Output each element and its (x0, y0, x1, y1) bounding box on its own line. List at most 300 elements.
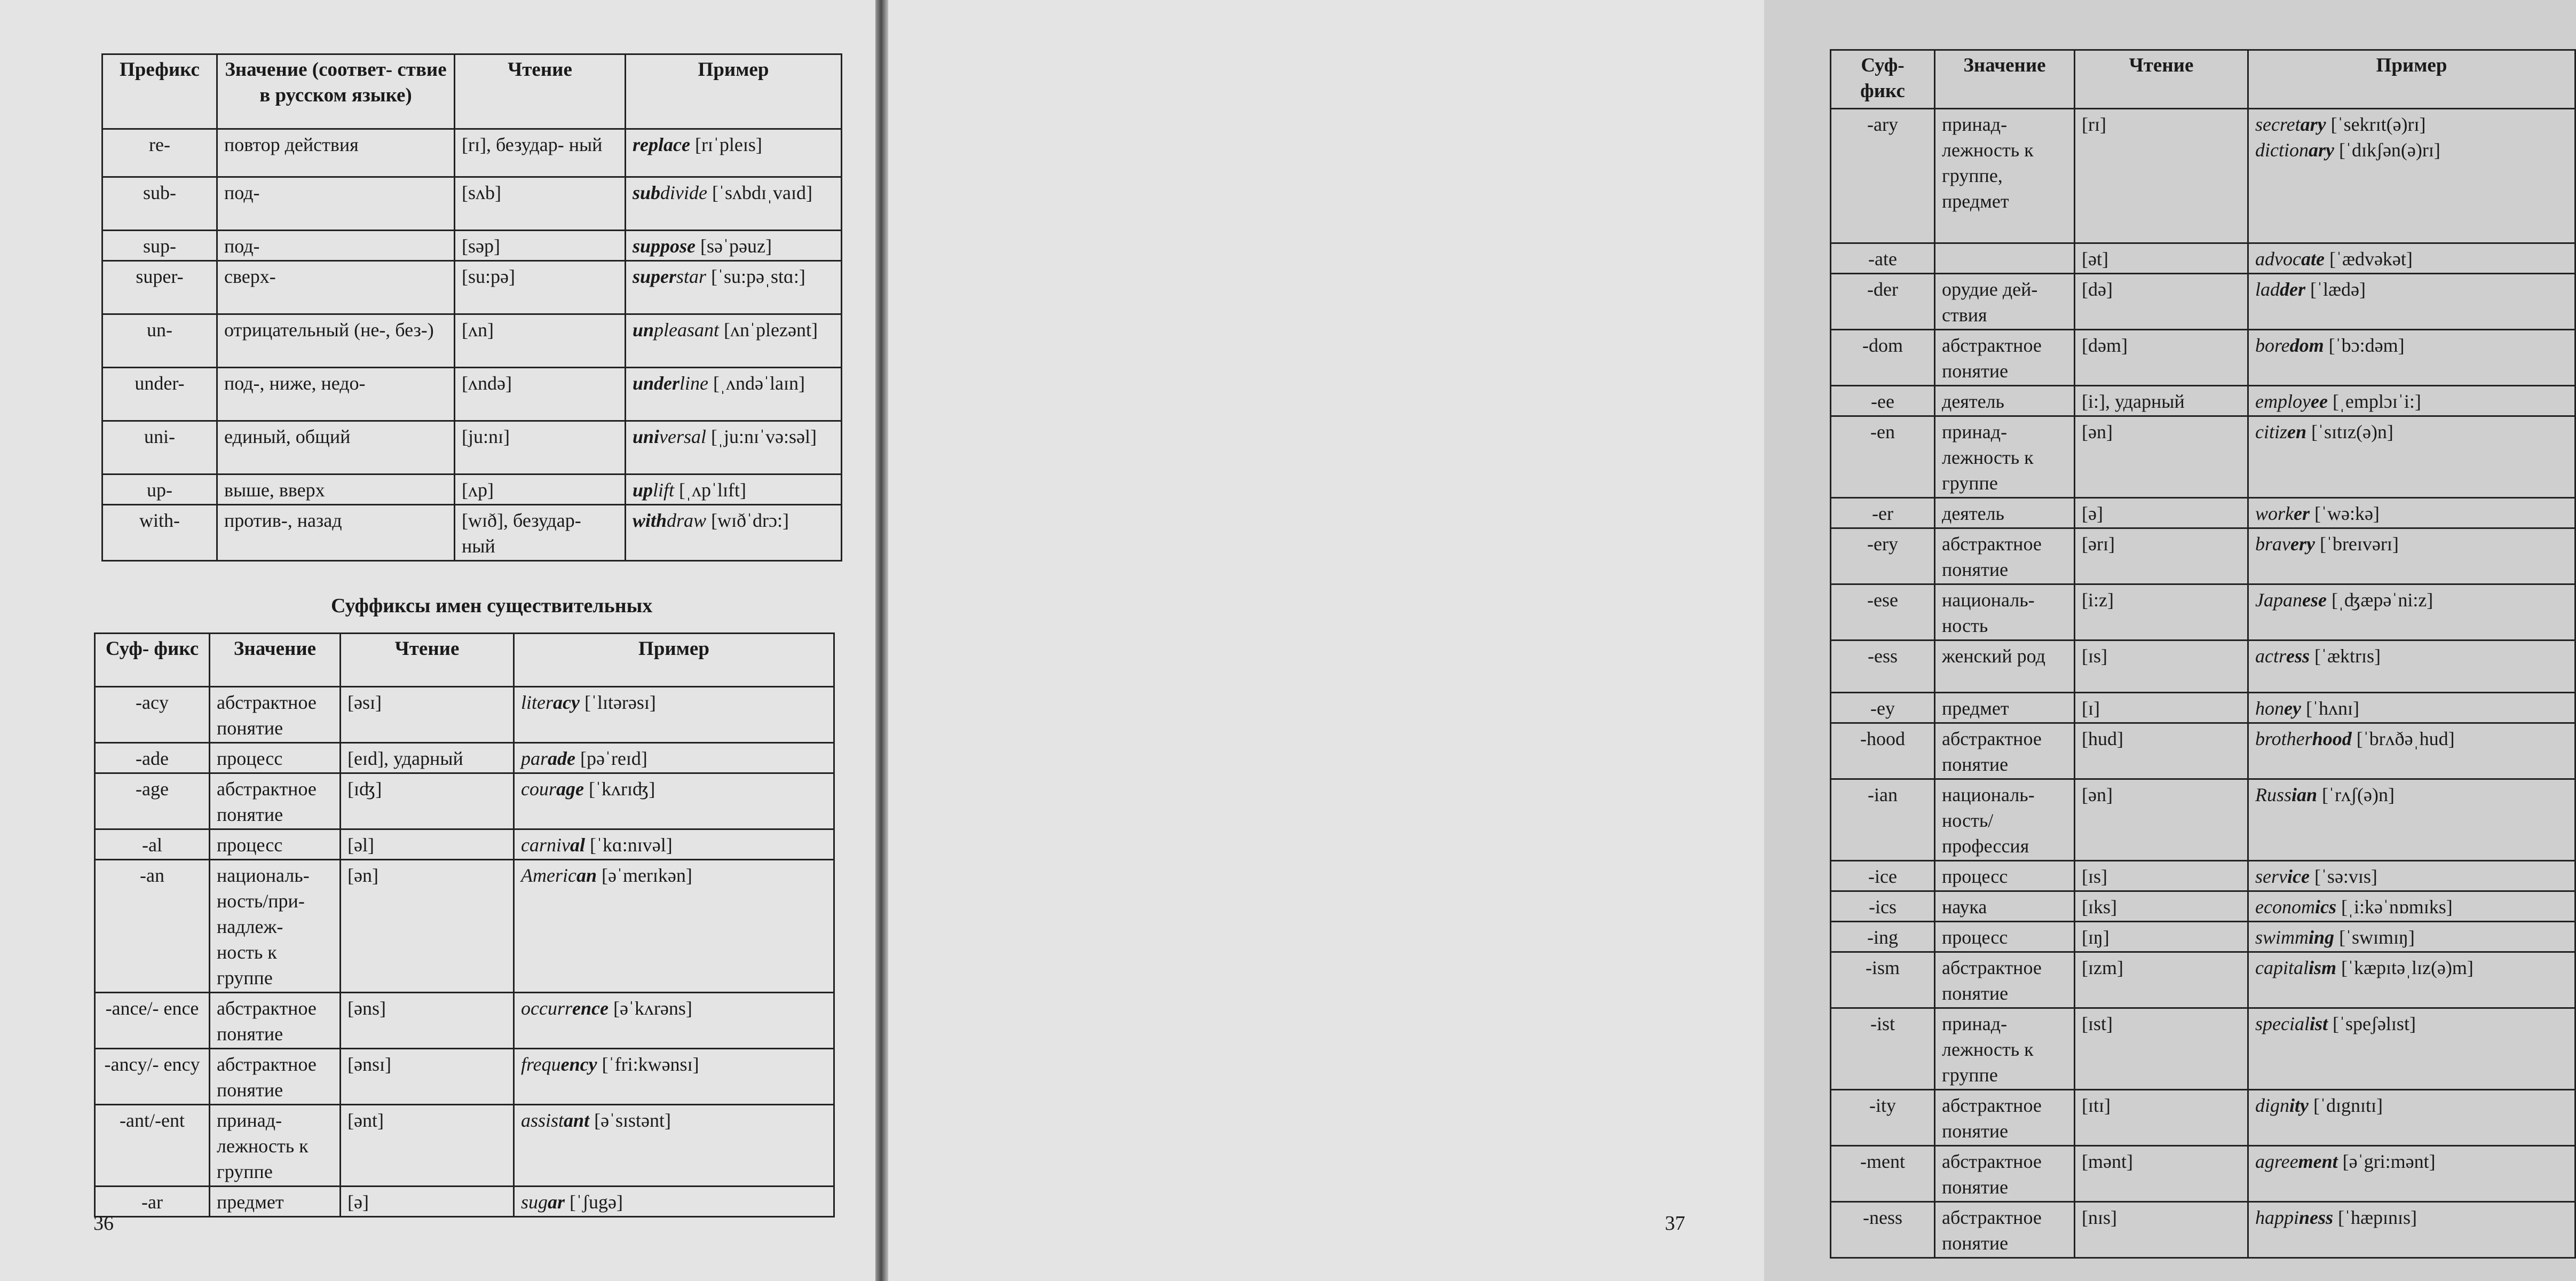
meaning-cell: предмет (1935, 693, 2075, 723)
table-row (1831, 1008, 2575, 1090)
example-affix: uni (633, 426, 660, 447)
meaning-cell: абстрактное понятие (210, 993, 341, 1049)
example-cell (514, 860, 834, 993)
table-row (95, 993, 834, 1049)
example-cell (2248, 640, 2575, 693)
reading-cell: [ənsɪ] (341, 1049, 514, 1105)
affix-cell: un- (102, 314, 217, 368)
example-cell (2248, 330, 2575, 386)
example-suffix: ian (2291, 784, 2318, 805)
example-cell (514, 1187, 834, 1217)
table-row (95, 1049, 834, 1105)
example-affix: super (633, 266, 677, 287)
example-cell (514, 743, 834, 773)
example-cell (626, 505, 842, 561)
example-affix: replace (633, 134, 690, 155)
example-transcription: [ˈwə:kə] (2310, 503, 2380, 524)
example-stem: citiz (2255, 421, 2287, 442)
reading-cell: [ərɪ] (2075, 528, 2248, 584)
example-stem: Americ (521, 865, 576, 886)
table-row (95, 829, 834, 860)
reading-cell: [ənt] (341, 1105, 514, 1187)
table-row (102, 505, 842, 561)
example-transcription: [ˌju:nɪˈvə:səl] (706, 426, 817, 447)
reading-cell: [mənt] (2075, 1146, 2248, 1202)
table-row (1831, 386, 2575, 416)
example-stem: cour (521, 778, 556, 800)
meaning-cell: под- (217, 231, 455, 261)
affix-cell: -hood (1831, 723, 1935, 779)
reading-cell: [ɪtɪ] (2075, 1090, 2248, 1146)
example-transcription: [ˌi:kəˈnɒmɪks] (2336, 896, 2453, 918)
affix-cell: -er (1831, 498, 1935, 528)
example-cell (626, 368, 842, 421)
affix-cell: re- (102, 129, 217, 177)
example-transcription: [ˈæktrɪs] (2310, 645, 2381, 667)
example-suffix: al (570, 834, 585, 856)
example-stem: lad (2255, 279, 2280, 300)
example-transcription: [ˈkʌrɪʤ] (583, 778, 655, 800)
table-row (95, 1105, 834, 1187)
table-row (1831, 416, 2575, 498)
reading-cell: [ə] (341, 1187, 514, 1217)
noun-suffix-table (94, 632, 835, 1217)
example-affix: under (633, 373, 680, 394)
affix-cell: -acy (95, 687, 210, 743)
table-row (95, 687, 834, 743)
table-row (95, 860, 834, 993)
example-cell (626, 231, 842, 261)
example-transcription: [ˌʤæpəˈni:z] (2326, 589, 2433, 611)
example-stem: advoc (2255, 248, 2301, 270)
meaning-cell: абстрактное понятие (210, 773, 341, 829)
example-cell (2248, 584, 2575, 640)
reading-cell: [əsɪ] (341, 687, 514, 743)
example-cell (2248, 952, 2575, 1008)
reading-cell: [ə] (2075, 498, 2248, 528)
example-stem: par (521, 748, 548, 769)
reading-cell: [əl] (341, 829, 514, 860)
page-number: 37 (1665, 1212, 1685, 1235)
reading-cell: [səp] (455, 231, 626, 261)
affix-cell: under- (102, 368, 217, 421)
header-cell: Значение (1935, 50, 2075, 109)
example-cell (514, 1049, 834, 1105)
example-suffix: ary (2308, 139, 2334, 161)
meaning-cell: националь- ность/при- надлеж- ность к группе (210, 860, 341, 993)
reading-cell: [ən] (341, 860, 514, 993)
example-stem: brav (2255, 533, 2290, 555)
right-page (888, 0, 2474, 1281)
example-stem: lift (653, 479, 675, 501)
example-stem: agree (2255, 1151, 2298, 1172)
example-cell (2248, 1202, 2575, 1258)
meaning-cell: женский род (1935, 640, 2075, 693)
reading-cell: [eɪd], ударный (341, 743, 514, 773)
header-cell: Суф- фикс (95, 634, 210, 687)
reading-cell: [ʌp] (455, 475, 626, 505)
example-suffix: ar (548, 1191, 565, 1213)
reading-cell: [ən] (2075, 416, 2248, 498)
example-stem: swimm (2255, 927, 2309, 948)
example-transcription: [ˈkæpɪtəˌlɪz(ə)m] (2336, 957, 2474, 978)
affix-cell: -ian (1831, 779, 1935, 861)
example-cell (2248, 922, 2575, 952)
affix-cell: -ery (1831, 528, 1935, 584)
reading-cell: [dəm] (2075, 330, 2248, 386)
example-cell (626, 129, 842, 177)
reading-cell: [ɪst] (2075, 1008, 2248, 1090)
example-stem: versal (659, 426, 707, 447)
example-transcription: [ˈsu:pəˌstɑ:] (706, 266, 805, 287)
example-stem: frequ (521, 1054, 561, 1075)
affix-cell: -ese (1831, 584, 1935, 640)
example-transcription: [ˌʌndəˈlaɪn] (708, 373, 805, 394)
example-cell (626, 261, 842, 314)
reading-cell: [də] (2075, 274, 2248, 330)
meaning-cell: под-, ниже, недо- (217, 368, 455, 421)
example-cell (2248, 274, 2575, 330)
meaning-cell: националь- ность/ профессия (1935, 779, 2075, 861)
affix-cell: uni- (102, 421, 217, 475)
meaning-cell: повтор действия (217, 129, 455, 177)
example-affix: sub (633, 182, 661, 203)
example-stem: brother (2255, 728, 2312, 749)
reading-cell: [ʌn] (455, 314, 626, 368)
affix-cell: -ey (1831, 693, 1935, 723)
example-cell (2248, 693, 2575, 723)
example-cell (626, 421, 842, 475)
meaning-cell: принад- лежность к группе (210, 1105, 341, 1187)
example-cell (514, 773, 834, 829)
example-stem: sug (521, 1191, 548, 1213)
example-stem: special (2255, 1013, 2310, 1034)
example-transcription: [ˈswɪmɪŋ] (2334, 927, 2415, 948)
example-transcription: [ˈbrʌðəˌhud] (2351, 728, 2455, 749)
reading-cell: [ʌndə] (455, 368, 626, 421)
example-stem: line (679, 373, 709, 394)
table-row (1831, 498, 2575, 528)
table-row (95, 773, 834, 829)
affix-cell: -ar (95, 1187, 210, 1217)
affix-cell: -ing (1831, 922, 1935, 952)
example-transcription: [ˈdɪkʃən(ə)rɪ] (2334, 139, 2440, 161)
example-transcription: [ˈædvəkət] (2324, 248, 2413, 270)
affix-cell: -der (1831, 274, 1935, 330)
noun-suffix-table-header (95, 634, 834, 687)
affix-cell: -ance/- ence (95, 993, 210, 1049)
reading-cell: [ju:nɪ] (455, 421, 626, 475)
header-cell: Чтение (341, 634, 514, 687)
reading-cell: [sʌb] (455, 177, 626, 231)
suffix-table-continued (1830, 49, 2576, 1259)
example-affix: suppose (633, 235, 696, 257)
example-suffix: acy (553, 692, 580, 713)
example-transcription: [ˈsʌbdɪˌvaɪd] (707, 182, 812, 203)
example-transcription: [ʌnˈplezənt] (719, 319, 818, 341)
example-transcription: [ˈkɑ:nɪvəl] (584, 834, 673, 856)
example-stem: econom (2255, 896, 2315, 918)
example-suffix: ess (2286, 645, 2310, 667)
reading-cell: [ɪs] (2075, 640, 2248, 693)
reading-cell: [əns] (341, 993, 514, 1049)
header-cell: Пример (2248, 50, 2575, 109)
meaning-cell: против-, назад (217, 505, 455, 561)
example-suffix: ics (2314, 896, 2336, 918)
example-cell (514, 687, 834, 743)
example-suffix: ist (2309, 1013, 2328, 1034)
example-stem: hon (2255, 698, 2284, 719)
example-transcription: [ˈsə:vɪs] (2309, 866, 2377, 887)
example-stem: draw (667, 510, 707, 531)
reading-cell: [ɪ] (2075, 693, 2248, 723)
example-suffix: dom (2289, 335, 2324, 356)
example-transcription: [ˈsɪtɪz(ə)n] (2306, 421, 2393, 442)
meaning-cell: под- (217, 177, 455, 231)
example-cell (2248, 416, 2575, 498)
meaning-cell: процесс (210, 743, 341, 773)
example-cell (2248, 779, 2575, 861)
affix-cell: -ant/-ent (95, 1105, 210, 1187)
meaning-cell: абстрактное понятие (210, 687, 341, 743)
affix-cell: sub- (102, 177, 217, 231)
affix-cell: super- (102, 261, 217, 314)
table-row (102, 231, 842, 261)
reading-cell: [ɪʤ] (341, 773, 514, 829)
example-transcription: [ˈlɪtərəsɪ] (579, 692, 656, 713)
table-row (102, 177, 842, 231)
reading-cell: [ɪzm] (2075, 952, 2248, 1008)
table-row (102, 261, 842, 314)
table-row (1831, 891, 2575, 922)
example-transcription: [ˌʌpˈlɪft] (674, 479, 746, 501)
header-cell: Значение (соответ- ствие в русском языке) (217, 54, 455, 129)
table-row (102, 129, 842, 177)
reading-cell: [rɪ], безудар- ный (455, 129, 626, 177)
reading-cell: [ən] (2075, 779, 2248, 861)
table-row (102, 314, 842, 368)
example-stem: Japan (2255, 589, 2302, 611)
example-transcription: [ˌemplɔɪˈi:] (2327, 391, 2421, 412)
example-transcription: [ˈʃugə] (565, 1191, 623, 1213)
example-cell (2248, 861, 2575, 891)
meaning-cell: абстрактное понятие (1935, 1090, 2075, 1146)
meaning-cell: деятель (1935, 386, 2075, 416)
reading-cell: [rɪ] (2075, 109, 2248, 243)
meaning-cell: принад- лежность к группе (1935, 1008, 2075, 1090)
example-suffix: hood (2312, 728, 2352, 749)
meaning-cell: абстрактное понятие (1935, 528, 2075, 584)
example-stem: employ (2255, 391, 2311, 412)
example-stem: star (676, 266, 707, 287)
meaning-cell: сверх- (217, 261, 455, 314)
table-row (1831, 1090, 2575, 1146)
affix-cell: -en (1831, 416, 1935, 498)
table-row (1831, 330, 2575, 386)
example-cell (2248, 109, 2575, 243)
example-transcription: [ˈlædə] (2305, 279, 2366, 300)
table-row (1831, 952, 2575, 1008)
reading-cell: [hud] (2075, 723, 2248, 779)
example-stem: liter (521, 692, 553, 713)
table-row (1831, 861, 2575, 891)
example-transcription: [əˈmerɪkən] (597, 865, 692, 886)
example-stem: serv (2255, 866, 2287, 887)
reading-cell: [wɪð], безудар- ный (455, 505, 626, 561)
affix-cell: -age (95, 773, 210, 829)
reading-cell: [su:pə] (455, 261, 626, 314)
table-row (1831, 723, 2575, 779)
example-cell (2248, 528, 2575, 584)
example-stem: work (2255, 503, 2294, 524)
meaning-cell: единый, общий (217, 421, 455, 475)
example-suffix: ment (2298, 1151, 2338, 1172)
header-cell: Пример (626, 54, 842, 129)
reading-cell: [ət] (2075, 243, 2248, 274)
affix-cell: with- (102, 505, 217, 561)
example-stem: diction (2255, 139, 2309, 161)
example-suffix: ness (2299, 1207, 2334, 1228)
reading-cell: [ɪŋ] (2075, 922, 2248, 952)
example-suffix: ade (548, 748, 575, 769)
example-transcription: [wɪðˈdrɔ:] (706, 510, 789, 531)
table-row (1831, 109, 2575, 243)
header-cell: Значение (210, 634, 341, 687)
example-cell (2248, 386, 2575, 416)
table-row (1831, 584, 2575, 640)
affix-cell: up- (102, 475, 217, 505)
example-cell (2248, 498, 2575, 528)
example-transcription: [pəˈreɪd] (575, 748, 647, 769)
header-cell: Чтение (2075, 50, 2248, 109)
meaning-cell: процесс (1935, 922, 2075, 952)
example-suffix: ee (2310, 391, 2328, 412)
example-affix: with (633, 510, 667, 531)
meaning-cell (1935, 243, 2075, 274)
meaning-cell: абстрактное понятие (210, 1049, 341, 1105)
example-transcription: [səˈpəuz] (696, 235, 772, 257)
affix-cell: -ice (1831, 861, 1935, 891)
example-suffix: ese (2302, 589, 2327, 611)
example-cell (514, 993, 834, 1049)
example-suffix: ary (2300, 114, 2326, 135)
example-stem: pleasant (654, 319, 720, 341)
affix-cell: -ity (1831, 1090, 1935, 1146)
example-transcription: [əˈgri:mənt] (2337, 1151, 2436, 1172)
table-row (102, 421, 842, 475)
table-row (95, 743, 834, 773)
example-suffix: an (576, 865, 597, 886)
table-row (1831, 1146, 2575, 1202)
example-cell (2248, 1008, 2575, 1090)
example-transcription: [əˈkʌrəns] (608, 998, 692, 1019)
table-row (1831, 528, 2575, 584)
affix-cell: -ate (1831, 243, 1935, 274)
table-row (95, 1187, 834, 1217)
meaning-cell: принад- лежность к группе, предмет (1935, 109, 2075, 243)
example-affix: un (633, 319, 654, 341)
meaning-cell: абстрактное понятие (1935, 1202, 2075, 1258)
affix-cell: -ism (1831, 952, 1935, 1008)
affix-cell: -an (95, 860, 210, 993)
meaning-cell: процесс (210, 829, 341, 860)
example-stem: actr (2255, 645, 2286, 667)
example-suffix: ency (560, 1054, 597, 1075)
example-stem: assist (521, 1110, 564, 1131)
affix-cell: -ment (1831, 1146, 1935, 1202)
reading-cell: [ɪks] (2075, 891, 2248, 922)
affix-cell: -ee (1831, 386, 1935, 416)
example-cell (2248, 243, 2575, 274)
example-stem: happi (2255, 1207, 2300, 1228)
example-stem: carniv (521, 834, 570, 856)
example-suffix: ice (2287, 866, 2310, 887)
example-cell (626, 314, 842, 368)
example-transcription: [əˈsɪstənt] (589, 1110, 671, 1131)
example-transcription: [ˈsekrɪt(ə)rɪ] (2326, 114, 2426, 135)
example-suffix: age (556, 778, 584, 800)
example-transcription: [ˈrʌʃ(ə)n] (2317, 784, 2395, 805)
meaning-cell: выше, вверх (217, 475, 455, 505)
meaning-cell: абстрактное понятие (1935, 330, 2075, 386)
table-row (102, 475, 842, 505)
book-spine (875, 0, 888, 1281)
meaning-cell: наука (1935, 891, 2075, 922)
table-row (1831, 1202, 2575, 1258)
example-transcription: [ˈspeʃəlɪst] (2328, 1013, 2416, 1034)
suffix-table-header (1831, 50, 2575, 109)
meaning-cell: принад- лежность к группе (1935, 416, 2075, 498)
example-stem: divide (660, 182, 707, 203)
affix-cell: -dom (1831, 330, 1935, 386)
example-cell (626, 177, 842, 231)
affix-cell: -ics (1831, 891, 1935, 922)
affix-cell: -ancy/- ency (95, 1049, 210, 1105)
affix-cell: -ness (1831, 1202, 1935, 1258)
example-suffix: en (2287, 421, 2306, 442)
meaning-cell: процесс (1935, 861, 2075, 891)
meaning-cell: деятель (1935, 498, 2075, 528)
table-row (1831, 693, 2575, 723)
table-row (1831, 243, 2575, 274)
reading-cell: [i:z] (2075, 584, 2248, 640)
example-stem: secret (2255, 114, 2301, 135)
example-suffix: ence (572, 998, 609, 1019)
table-row (1831, 274, 2575, 330)
example-stem: dign (2255, 1095, 2290, 1116)
example-suffix: ism (2308, 957, 2336, 978)
affix-cell: -ary (1831, 109, 1935, 243)
table-row (1831, 779, 2575, 861)
example-transcription: [ˈbɔ:dəm] (2324, 335, 2405, 356)
example-suffix: er (2294, 503, 2310, 524)
header-cell: Суф- фикс (1831, 50, 1935, 109)
affix-cell: sup- (102, 231, 217, 261)
example-cell (2248, 1146, 2575, 1202)
prefix-table (101, 53, 842, 562)
example-stem: occurr (521, 998, 572, 1019)
example-cell (514, 1105, 834, 1187)
prefix-table-header (102, 54, 842, 129)
reading-cell: [i:], ударный (2075, 386, 2248, 416)
meaning-cell: предмет (210, 1187, 341, 1217)
example-suffix: ity (2289, 1095, 2309, 1116)
meaning-cell: абстрактное понятие (1935, 1146, 2075, 1202)
example-suffix: ery (2290, 533, 2315, 555)
meaning-cell: абстрактное понятие (1935, 723, 2075, 779)
example-affix: up (633, 479, 653, 501)
table-row (1831, 640, 2575, 693)
